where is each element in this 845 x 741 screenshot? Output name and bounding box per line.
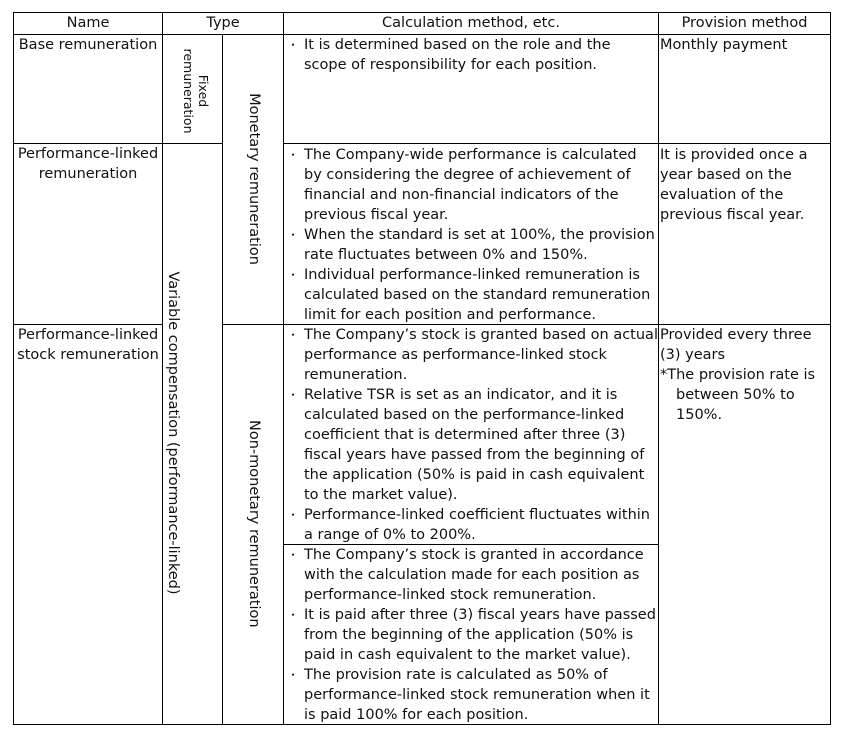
divider <box>222 34 223 724</box>
provision-stock-note: *The provision rate is between 50% to 150%. <box>660 367 816 423</box>
list-item: ・ The Company-wide performance is calculated by considering the degree of achievement of financial and non-financial indicators of the previous fiscal year. <box>286 145 658 225</box>
divider <box>658 13 659 724</box>
list-item: ・ The Company’s stock is granted in accordance with the calculation made for each position as performance-linked stock remuneration. <box>286 545 658 605</box>
provision-base: Monthly payment <box>660 37 788 53</box>
list-item: ・ Individual performance-linked remuneration is calculated based on the standard remuneration limit for each position and performance. <box>286 265 658 325</box>
list-item: ・ The Company’s stock is granted based on actual performance as performance-linked stock remuneration. <box>286 325 658 385</box>
list-item: ・ Relative TSR is set as an indicator, and it is calculated based on the performance-linked coefficient that is determined after three (3) fiscal years have passed from the beginning of the application (50% is paid in cash equivalent to the market value). <box>286 385 658 505</box>
type-non-monetary: Non-monetary remuneration <box>246 420 262 628</box>
row-name-stock: Performance-linked stock remuneration <box>17 327 159 363</box>
list-item: ・ The provision rate is calculated as 50% of performance-linked stock remuneration when it is paid 100% for each position. <box>286 665 658 725</box>
header-type: Type <box>206 15 240 31</box>
list-item: ・ When the standard is set at 100%, the provision rate fluctuates between 0% and 150%. <box>286 225 658 265</box>
divider <box>162 143 222 144</box>
calc-performance <box>286 145 658 325</box>
remuneration-table <box>13 12 831 725</box>
list-item: ・ It is paid after three (3) fiscal years have passed from the beginning of the application (50% is paid in cash equivalent to the market value). <box>286 605 658 665</box>
calc-stock-2 <box>286 545 658 725</box>
type-fixed: Fixed remuneration <box>181 48 211 134</box>
row-name-base: Base remuneration <box>18 37 158 53</box>
calc-base <box>286 35 656 75</box>
divider <box>284 143 830 144</box>
header-calculation: Calculation method, etc. <box>382 15 560 31</box>
divider <box>283 13 284 724</box>
list-item: ・ It is determined based on the role and the scope of responsibility for each position. <box>286 35 656 75</box>
list-item: ・ Performance-linked coefficient fluctuates within a range of 0% to 200%. <box>286 505 658 545</box>
provision-performance: It is provided once a year based on the evaluation of the previous fiscal year. <box>660 147 808 223</box>
type-variable: Variable compensation (performance-linked) <box>165 271 181 595</box>
header-provision: Provision method <box>681 15 808 31</box>
provision-stock <box>660 325 828 425</box>
provision-stock-text: Provided every three (3) years <box>660 327 812 363</box>
calc-stock-1 <box>286 325 658 545</box>
row-name-performance: Performance-linked remuneration <box>17 146 159 182</box>
header-name: Name <box>66 15 110 31</box>
type-monetary: Monetary remuneration <box>246 93 262 265</box>
